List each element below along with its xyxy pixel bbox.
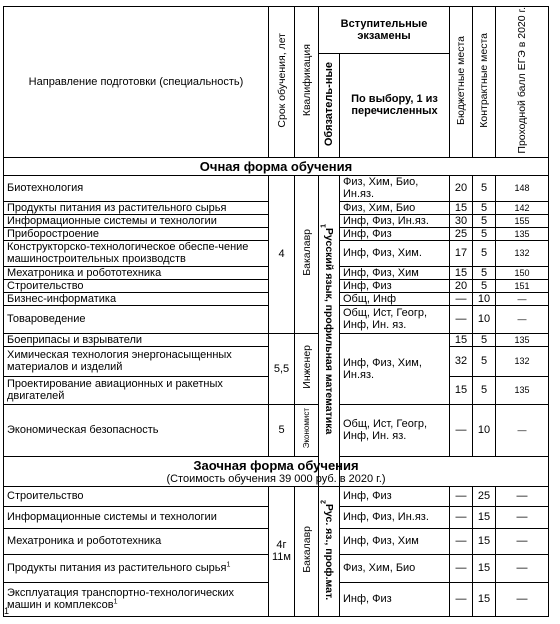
qualification-value: Бакалавр	[295, 175, 319, 333]
contract-places: 5	[473, 201, 496, 214]
direction-name: Товароведение	[4, 305, 269, 333]
passing-score: —	[496, 292, 549, 305]
budget-places: —	[450, 528, 473, 554]
table-row	[4, 175, 549, 201]
direction-name: Боеприпасы и взрыватели	[4, 333, 269, 346]
header-passing: Проходной балл ЕГЭ в 2020 г.	[496, 7, 549, 158]
passing-score: —	[496, 305, 549, 333]
passing-score: 151	[496, 279, 549, 292]
direction-name: Строительство	[4, 486, 269, 506]
contract-places: 5	[473, 240, 496, 266]
budget-places: —	[450, 292, 473, 305]
direction-name: Химическая технология энергонасыщенных материалов и изделий	[4, 346, 269, 376]
passing-score: 150	[496, 266, 549, 279]
passing-score: 148	[496, 175, 549, 201]
direction-name: Экономическая безопасность	[4, 404, 269, 456]
footnote-ref: 1	[226, 561, 231, 569]
direction-name: Продукты питания из растительного сырья	[7, 562, 227, 575]
admissions-table	[3, 6, 549, 617]
header-budget: Бюджетные места	[450, 7, 473, 158]
passing-score: 155	[496, 214, 549, 227]
header-elective: По выбору, 1 из перечисленных	[340, 54, 450, 158]
passing-score: 135	[496, 333, 549, 346]
elective-exams: Инф, Физ	[340, 582, 450, 616]
contract-places: 10	[473, 292, 496, 305]
budget-places: 15	[450, 266, 473, 279]
budget-places: 25	[450, 227, 473, 240]
passing-score: 132	[496, 346, 549, 376]
header-duration: Срок обучения, лет	[269, 7, 295, 158]
elective-exams: Инф, Физ	[340, 279, 450, 292]
passing-score: 135	[496, 227, 549, 240]
header-mandatory: Обязатель-ные	[319, 54, 340, 158]
direction-name-cell	[4, 554, 269, 582]
elective-exams: Инф, Физ, Хим.	[340, 240, 450, 266]
passing-score: —	[496, 554, 549, 582]
budget-places: —	[450, 506, 473, 528]
budget-places: —	[450, 404, 473, 456]
budget-places: 30	[450, 214, 473, 227]
elective-exams: Инф, Физ	[340, 227, 450, 240]
direction-name: Мехатроника и робототехника	[4, 266, 269, 279]
budget-places: —	[450, 582, 473, 616]
footnote-mark: 1	[4, 606, 10, 616]
direction-name: Продукты питания из растительного сырья	[4, 201, 269, 214]
contract-places: 5	[473, 376, 496, 404]
contract-places: 15	[473, 528, 496, 554]
header-direction: Направление подготовки (специальность)	[4, 7, 269, 158]
table-row	[4, 486, 549, 506]
budget-places: 17	[450, 240, 473, 266]
direction-name: Строительство	[4, 279, 269, 292]
table-row	[4, 404, 549, 456]
contract-places: 15	[473, 554, 496, 582]
contract-places: 5	[473, 266, 496, 279]
direction-name: Информационные системы и технологии	[4, 214, 269, 227]
elective-exams: Общ, Ист, Геогр, Инф, Ин. яз.	[340, 404, 450, 456]
passing-score: 135	[496, 376, 549, 404]
budget-places: —	[450, 486, 473, 506]
passing-score: —	[496, 486, 549, 506]
duration-value: 5,5	[269, 333, 295, 404]
direction-name-cell	[4, 582, 269, 616]
header-exams: Вступительные экзамены	[319, 7, 450, 54]
admissions-table-sheet	[3, 6, 548, 617]
qualification-value: Бакалавр	[295, 486, 319, 616]
direction-name: Мехатроника и робототехника	[4, 528, 269, 554]
contract-places: 5	[473, 333, 496, 346]
parttime-section-title: Заочная форма обучения (Стоимость обучения 39 000 руб. в 2020 г.)	[4, 456, 549, 486]
header-contract: Контрактные места	[473, 7, 496, 158]
passing-score: 132	[496, 240, 549, 266]
footnote-ref: 1	[113, 598, 118, 606]
contract-places: 10	[473, 404, 496, 456]
duration-value: 4	[269, 175, 295, 333]
direction-name: Биотехнология	[4, 175, 269, 201]
budget-places: 32	[450, 346, 473, 376]
qualification-value: Экономист	[295, 404, 319, 456]
passing-score: 142	[496, 201, 549, 214]
budget-places: —	[450, 554, 473, 582]
contract-places: 15	[473, 582, 496, 616]
qualification-value: Инженер	[295, 333, 319, 404]
direction-name: Бизнес-информатика	[4, 292, 269, 305]
contract-places: 5	[473, 175, 496, 201]
direction-name: Информационные системы и технологии	[4, 506, 269, 528]
direction-name: Приборостроение	[4, 227, 269, 240]
header-qualification: Квалификация	[295, 7, 319, 158]
budget-places: 15	[450, 376, 473, 404]
direction-name: Эксплуатация транспортно-технологических машин и комплексов	[7, 587, 235, 612]
duration-value: 5	[269, 404, 295, 456]
elective-exams: Инф, Физ	[340, 486, 450, 506]
contract-places: 5	[473, 227, 496, 240]
elective-exams: Инф, Физ, Ин.яз.	[340, 506, 450, 528]
elective-exams: Инф, Физ, Хим	[340, 528, 450, 554]
passing-score: —	[496, 582, 549, 616]
direction-name: Конструкторско-технологическое обеспе-чение машиностроительных производств	[4, 240, 269, 266]
budget-places: 20	[450, 175, 473, 201]
contract-places: 15	[473, 506, 496, 528]
passing-score: —	[496, 404, 549, 456]
table-row	[4, 333, 549, 346]
budget-places: —	[450, 305, 473, 333]
contract-places: 5	[473, 279, 496, 292]
elective-exams: Физ, Хим, Био	[340, 201, 450, 214]
elective-exams: Общ, Ист, Геогр, Инф, Ин. яз.	[340, 305, 450, 333]
elective-exams: Инф, Физ, Ин.яз.	[340, 214, 450, 227]
passing-score: —	[496, 528, 549, 554]
budget-places: 20	[450, 279, 473, 292]
contract-places: 5	[473, 214, 496, 227]
elective-exams: Инф, Физ, Хим	[340, 266, 450, 279]
elective-exams: Физ, Хим, Био	[340, 554, 450, 582]
parttime-cost-note: (Стоимость обучения 39 000 руб. в 2020 г.)	[166, 472, 386, 485]
passing-score: —	[496, 506, 549, 528]
contract-places: 5	[473, 346, 496, 376]
elective-exams: Инф, Физ, Хим, Ин.яз.	[340, 333, 450, 404]
contract-places: 25	[473, 486, 496, 506]
elective-exams: Общ, Инф	[340, 292, 450, 305]
mandatory-exams: Русский язык, профильная математика$^1$	[319, 175, 340, 486]
fulltime-section-title: Очная форма обучения	[4, 157, 549, 175]
budget-places: 15	[450, 333, 473, 346]
mandatory-exams: Рус. яз., проф.мат.$^2$	[319, 486, 340, 616]
elective-exams: Физ, Хим, Био, Ин.яз.	[340, 175, 450, 201]
direction-name: Проектирование авиационных и ракетных двигателей	[4, 376, 269, 404]
duration-value: 4г 11м	[269, 486, 295, 616]
budget-places: 15	[450, 201, 473, 214]
contract-places: 10	[473, 305, 496, 333]
